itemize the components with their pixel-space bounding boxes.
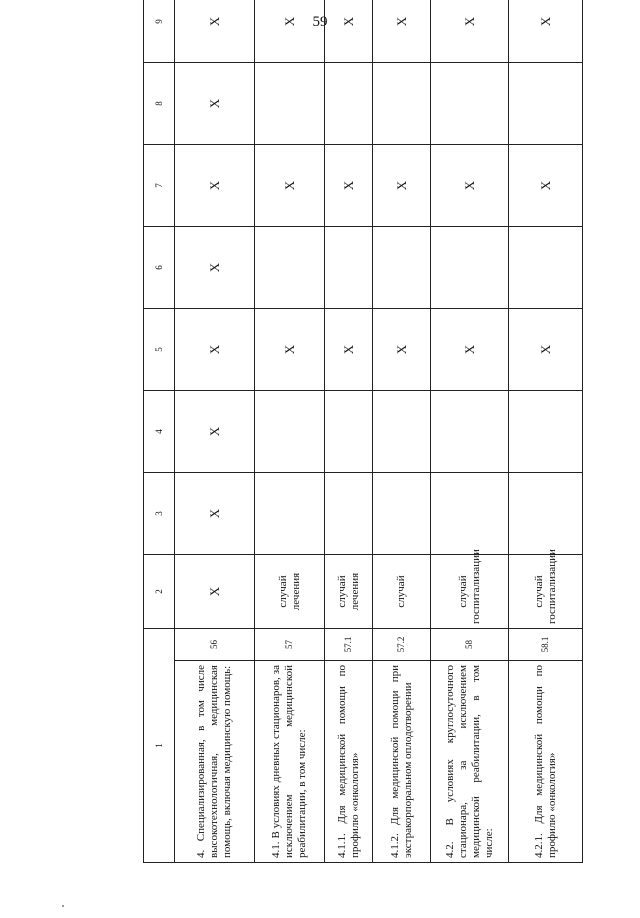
cell-col4 (373, 391, 431, 473)
page-number: 59 (312, 14, 328, 30)
cell-col4 (431, 391, 509, 473)
row-name: 4.2.1. Для медицинской помощи по профилю «онкология» (509, 661, 583, 863)
row-unit: случай госпитализации (431, 555, 509, 629)
cell-col8 (509, 63, 583, 145)
table-row (373, 0, 431, 863)
cell-col5: X (431, 309, 509, 391)
cell-col3 (373, 473, 431, 555)
header-cell-4: 4 (144, 391, 175, 473)
cell-col9: X (509, 0, 583, 63)
cell-col5: X (509, 309, 583, 391)
cell-col8 (255, 63, 325, 145)
cell-col4: X (175, 391, 255, 473)
cell-col5: X (255, 309, 325, 391)
row-number: 57 (255, 629, 325, 661)
header-cell-8: 8 (144, 63, 175, 145)
row-number: 57.2 (373, 629, 431, 661)
cell-col9: X (175, 0, 255, 63)
cell-col7: X (255, 145, 325, 227)
row-name: 4.2. В условиях круглосуточного стационара, за исключением медицинской реабилитации, в том числе: (431, 661, 509, 863)
cell-col6 (373, 227, 431, 309)
cell-col7: X (509, 145, 583, 227)
cell-col7: X (373, 145, 431, 227)
row-name: 4.1.1. Для медицинской помощи по профилю «онкология» (325, 661, 373, 863)
cell-col6 (255, 227, 325, 309)
row-unit-cell: X (175, 555, 255, 629)
row-unit: случай госпитализации (509, 555, 583, 629)
row-unit: случай лечения (325, 555, 373, 629)
cell-col3: X (175, 473, 255, 555)
table-row (255, 0, 325, 863)
cell-col5: X (325, 309, 373, 391)
row-name: 4. Специализированная, в том числе высокотехнологичная, медицинская помощь, включая медицинскую помощь: (175, 661, 255, 863)
scan-speck (62, 905, 64, 907)
cell-col6 (509, 227, 583, 309)
table-row (175, 0, 255, 863)
header-cell-6: 6 (144, 227, 175, 309)
header-cell-5: 5 (144, 309, 175, 391)
table-row (325, 0, 373, 863)
row-unit: случай (373, 555, 431, 629)
cell-col9: X (431, 0, 509, 63)
cell-col8 (431, 63, 509, 145)
header-cell-2: 2 (144, 555, 175, 629)
cell-col9: X (255, 0, 325, 63)
table-row (431, 0, 509, 863)
cell-col9: X (373, 0, 431, 63)
cell-col5: X (175, 309, 255, 391)
row-number: 58.1 (509, 629, 583, 661)
cell-col3 (509, 473, 583, 555)
cell-col3 (431, 473, 509, 555)
cell-col7: X (431, 145, 509, 227)
cell-col3 (255, 473, 325, 555)
cell-col5: X (373, 309, 431, 391)
header-row (144, 0, 175, 863)
cell-col4 (325, 391, 373, 473)
cell-col9: X (325, 0, 373, 63)
cell-col7: X (325, 145, 373, 227)
cell-col8: X (175, 63, 255, 145)
row-number: 56 (175, 629, 255, 661)
cell-col8 (373, 63, 431, 145)
row-number: 57.1 (325, 629, 373, 661)
header-cell-1: 1 (144, 629, 175, 863)
row-number: 58 (431, 629, 509, 661)
header-cell-3: 3 (144, 473, 175, 555)
cell-col7: X (175, 145, 255, 227)
header-cell-7: 7 (144, 145, 175, 227)
cell-col4 (509, 391, 583, 473)
cell-col6 (325, 227, 373, 309)
cell-col6 (431, 227, 509, 309)
row-unit: случай лечения (255, 555, 325, 629)
cell-col4 (255, 391, 325, 473)
cell-col6: X (175, 227, 255, 309)
header-cell-9: 9 (144, 0, 175, 63)
row-name: 4.1. В условиях дневных стационаров, за исключением медицинской реабилитации, в том числе: (255, 661, 325, 863)
table-row (509, 0, 583, 863)
cell-col8 (325, 63, 373, 145)
row-name: 4.1.2. Для медицинской помощи при экстракорпоральном оплодотворении (373, 661, 431, 863)
data-table (143, 0, 583, 863)
cell-col3 (325, 473, 373, 555)
